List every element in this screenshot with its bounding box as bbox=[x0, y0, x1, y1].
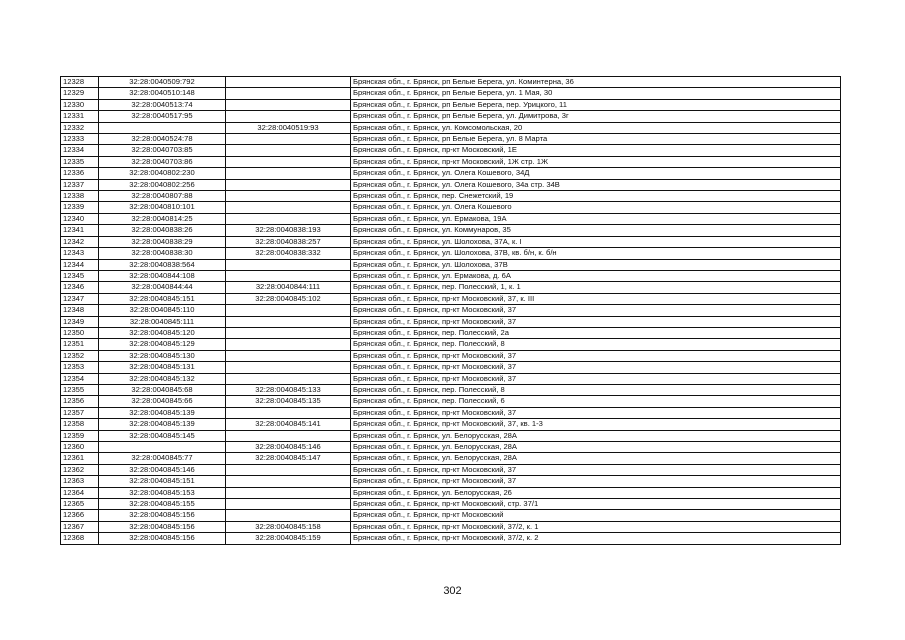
table-row bbox=[61, 88, 841, 99]
address-cell: Брянская обл., г. Брянск, пр-кт Московский, 37, кв. 1-3 bbox=[351, 419, 841, 430]
cadastral-number-cell: 32:28:0040814:25 bbox=[99, 213, 226, 224]
address-cell: Брянская обл., г. Брянск, пер. Полесский, 1, к. 1 bbox=[351, 282, 841, 293]
address-cell: Брянская обл., г. Брянск, пр-кт Московский, 37 bbox=[351, 407, 841, 418]
address-cell: Брянская обл., г. Брянск, пр-кт Московский, 1Ж стр. 1Ж bbox=[351, 156, 841, 167]
table-row bbox=[61, 179, 841, 190]
cadastral-number-cell: 32:28:0040845:156 bbox=[99, 521, 226, 532]
address-cell: Брянская обл., г. Брянск, пр-кт Московский, 37 bbox=[351, 305, 841, 316]
cadastral-number-cell: 32:28:0040807:88 bbox=[99, 191, 226, 202]
address-cell: Брянская обл., г. Брянск, ул. Белорусская, 28А bbox=[351, 453, 841, 464]
parent-cadastral-number-cell bbox=[226, 99, 351, 110]
table-row bbox=[61, 156, 841, 167]
row-number-cell: 12344 bbox=[61, 259, 99, 270]
row-number-cell: 12362 bbox=[61, 464, 99, 475]
row-number-cell: 12358 bbox=[61, 419, 99, 430]
row-number-cell: 12367 bbox=[61, 521, 99, 532]
row-number-cell: 12346 bbox=[61, 282, 99, 293]
row-number-cell: 12343 bbox=[61, 248, 99, 259]
table-row bbox=[61, 442, 841, 453]
address-cell: Брянская обл., г. Брянск, ул. Комсомольская, 20 bbox=[351, 122, 841, 133]
row-number-cell: 12351 bbox=[61, 339, 99, 350]
parent-cadastral-number-cell bbox=[226, 510, 351, 521]
address-cell: Брянская обл., г. Брянск, пр-кт Московский, 37/2, к. 1 bbox=[351, 521, 841, 532]
table-row bbox=[61, 305, 841, 316]
row-number-cell: 12340 bbox=[61, 213, 99, 224]
cadastral-number-cell: 32:28:0040845:151 bbox=[99, 476, 226, 487]
parent-cadastral-number-cell bbox=[226, 145, 351, 156]
cadastral-number-cell: 32:28:0040510:148 bbox=[99, 88, 226, 99]
address-cell: Брянская обл., г. Брянск, пр-кт Московский, 37 bbox=[351, 362, 841, 373]
parent-cadastral-number-cell bbox=[226, 362, 351, 373]
address-cell: Брянская обл., г. Брянск, пер. Полесский, 8 bbox=[351, 384, 841, 395]
cadastral-number-cell: 32:28:0040845:139 bbox=[99, 419, 226, 430]
parent-cadastral-number-cell bbox=[226, 373, 351, 384]
row-number-cell: 12349 bbox=[61, 316, 99, 327]
row-number-cell: 12336 bbox=[61, 168, 99, 179]
address-cell: Брянская обл., г. Брянск, пр-кт Московский, 37 bbox=[351, 476, 841, 487]
parent-cadastral-number-cell bbox=[226, 202, 351, 213]
cadastral-number-cell: 32:28:0040509:792 bbox=[99, 77, 226, 88]
address-cell: Брянская обл., г. Брянск, ул. Шолохова, 37А, к. I bbox=[351, 236, 841, 247]
cadastral-number-cell: 32:28:0040845:153 bbox=[99, 487, 226, 498]
cadastral-number-cell: 32:28:0040845:131 bbox=[99, 362, 226, 373]
row-number-cell: 12331 bbox=[61, 111, 99, 122]
address-cell: Брянская обл., г. Брянск, рп Белые Берега, ул. 1 Мая, 30 bbox=[351, 88, 841, 99]
row-number-cell: 12347 bbox=[61, 293, 99, 304]
address-cell: Брянская обл., г. Брянск, пер. Снежетский, 19 bbox=[351, 191, 841, 202]
address-cell: Брянская обл., г. Брянск, ул. Шолохова, 37В, кв. б/н, к. б/н bbox=[351, 248, 841, 259]
table-row bbox=[61, 362, 841, 373]
parent-cadastral-number-cell bbox=[226, 487, 351, 498]
cadastral-number-cell bbox=[99, 442, 226, 453]
cadastral-number-cell: 32:28:0040802:256 bbox=[99, 179, 226, 190]
parent-cadastral-number-cell bbox=[226, 305, 351, 316]
cadastral-number-cell: 32:28:0040845:129 bbox=[99, 339, 226, 350]
parent-cadastral-number-cell bbox=[226, 134, 351, 145]
registry-table-body bbox=[61, 77, 841, 545]
table-row bbox=[61, 145, 841, 156]
address-cell: Брянская обл., г. Брянск, рп Белые Берега, ул. 8 Марта bbox=[351, 134, 841, 145]
row-number-cell: 12350 bbox=[61, 327, 99, 338]
table-row bbox=[61, 533, 841, 544]
parent-cadastral-number-cell bbox=[226, 259, 351, 270]
address-cell: Брянская обл., г. Брянск, ул. Шолохова, 37В bbox=[351, 259, 841, 270]
parent-cadastral-number-cell bbox=[226, 179, 351, 190]
parent-cadastral-number-cell: 32:28:0040838:193 bbox=[226, 225, 351, 236]
cadastral-number-cell: 32:28:0040844:44 bbox=[99, 282, 226, 293]
parent-cadastral-number-cell bbox=[226, 464, 351, 475]
cadastral-number-cell: 32:28:0040845:66 bbox=[99, 396, 226, 407]
row-number-cell: 12328 bbox=[61, 77, 99, 88]
table-row bbox=[61, 134, 841, 145]
address-cell: Брянская обл., г. Брянск, пр-кт Московский, стр. 37/1 bbox=[351, 499, 841, 510]
cadastral-number-cell: 32:28:0040513:74 bbox=[99, 99, 226, 110]
address-cell: Брянская обл., г. Брянск, ул. Ермакова, 19А bbox=[351, 213, 841, 224]
address-cell: Брянская обл., г. Брянск, пер. Полесский, 2а bbox=[351, 327, 841, 338]
page-number: 302 bbox=[443, 585, 462, 597]
cadastral-number-cell: 32:28:0040845:155 bbox=[99, 499, 226, 510]
parent-cadastral-number-cell: 32:28:0040519:93 bbox=[226, 122, 351, 133]
row-number-cell: 12363 bbox=[61, 476, 99, 487]
parent-cadastral-number-cell: 32:28:0040845:158 bbox=[226, 521, 351, 532]
address-cell: Брянская обл., г. Брянск, ул. Олега Кошевого bbox=[351, 202, 841, 213]
table-row bbox=[61, 464, 841, 475]
address-cell: Брянская обл., г. Брянск, ул. Олега Кошевого, 34а стр. 34В bbox=[351, 179, 841, 190]
row-number-cell: 12357 bbox=[61, 407, 99, 418]
cadastral-number-cell: 32:28:0040802:230 bbox=[99, 168, 226, 179]
parent-cadastral-number-cell bbox=[226, 339, 351, 350]
cadastral-number-cell: 32:28:0040845:110 bbox=[99, 305, 226, 316]
parent-cadastral-number-cell: 32:28:0040845:133 bbox=[226, 384, 351, 395]
parent-cadastral-number-cell bbox=[226, 88, 351, 99]
table-row bbox=[61, 99, 841, 110]
table-row bbox=[61, 521, 841, 532]
row-number-cell: 12360 bbox=[61, 442, 99, 453]
address-cell: Брянская обл., г. Брянск, ул. Белорусская, 26 bbox=[351, 487, 841, 498]
parent-cadastral-number-cell bbox=[226, 191, 351, 202]
cadastral-number-cell: 32:28:0040845:132 bbox=[99, 373, 226, 384]
row-number-cell: 12361 bbox=[61, 453, 99, 464]
row-number-cell: 12355 bbox=[61, 384, 99, 395]
cadastral-number-cell: 32:28:0040845:146 bbox=[99, 464, 226, 475]
table-row bbox=[61, 339, 841, 350]
cadastral-number-cell: 32:28:0040845:120 bbox=[99, 327, 226, 338]
cadastral-number-cell: 32:28:0040845:156 bbox=[99, 510, 226, 521]
cadastral-number-cell: 32:28:0040844:108 bbox=[99, 270, 226, 281]
parent-cadastral-number-cell: 32:28:0040838:257 bbox=[226, 236, 351, 247]
address-cell: Брянская обл., г. Брянск, пр-кт Московский, 37 bbox=[351, 373, 841, 384]
parent-cadastral-number-cell: 32:28:0040845:135 bbox=[226, 396, 351, 407]
address-cell: Брянская обл., г. Брянск, пр-кт Московский, 37/2, к. 2 bbox=[351, 533, 841, 544]
table-row bbox=[61, 419, 841, 430]
parent-cadastral-number-cell bbox=[226, 316, 351, 327]
address-cell: Брянская обл., г. Брянск, ул. Белорусская, 28А bbox=[351, 430, 841, 441]
row-number-cell: 12366 bbox=[61, 510, 99, 521]
cadastral-number-cell: 32:28:0040845:77 bbox=[99, 453, 226, 464]
row-number-cell: 12337 bbox=[61, 179, 99, 190]
table-row bbox=[61, 350, 841, 361]
table-row bbox=[61, 373, 841, 384]
address-cell: Брянская обл., г. Брянск, пр-кт Московский, 37 bbox=[351, 350, 841, 361]
parent-cadastral-number-cell bbox=[226, 327, 351, 338]
cadastral-number-cell: 32:28:0040845:130 bbox=[99, 350, 226, 361]
parent-cadastral-number-cell: 32:28:0040845:102 bbox=[226, 293, 351, 304]
address-cell: Брянская обл., г. Брянск, ул. Коммунаров, 35 bbox=[351, 225, 841, 236]
parent-cadastral-number-cell: 32:28:0040838:332 bbox=[226, 248, 351, 259]
parent-cadastral-number-cell bbox=[226, 476, 351, 487]
cadastral-number-cell: 32:28:0040845:156 bbox=[99, 533, 226, 544]
row-number-cell: 12354 bbox=[61, 373, 99, 384]
table-row bbox=[61, 396, 841, 407]
row-number-cell: 12329 bbox=[61, 88, 99, 99]
parent-cadastral-number-cell: 32:28:0040845:147 bbox=[226, 453, 351, 464]
row-number-cell: 12352 bbox=[61, 350, 99, 361]
table-row bbox=[61, 282, 841, 293]
table-row bbox=[61, 316, 841, 327]
table-row bbox=[61, 259, 841, 270]
address-cell: Брянская обл., г. Брянск, пр-кт Московский, 37, к. III bbox=[351, 293, 841, 304]
cadastral-number-cell: 32:28:0040524:78 bbox=[99, 134, 226, 145]
row-number-cell: 12359 bbox=[61, 430, 99, 441]
row-number-cell: 12330 bbox=[61, 99, 99, 110]
cadastral-number-cell: 32:28:0040703:85 bbox=[99, 145, 226, 156]
table-row bbox=[61, 122, 841, 133]
parent-cadastral-number-cell bbox=[226, 168, 351, 179]
cadastral-number-cell: 32:28:0040517:95 bbox=[99, 111, 226, 122]
table-row bbox=[61, 487, 841, 498]
address-cell: Брянская обл., г. Брянск, рп Белые Берега, ул. Димитрова, 3г bbox=[351, 111, 841, 122]
row-number-cell: 12365 bbox=[61, 499, 99, 510]
table-row bbox=[61, 293, 841, 304]
parent-cadastral-number-cell bbox=[226, 77, 351, 88]
parent-cadastral-number-cell bbox=[226, 350, 351, 361]
cadastral-number-cell: 32:28:0040838:564 bbox=[99, 259, 226, 270]
table-row bbox=[61, 202, 841, 213]
cadastral-number-cell: 32:28:0040845:151 bbox=[99, 293, 226, 304]
row-number-cell: 12342 bbox=[61, 236, 99, 247]
parent-cadastral-number-cell bbox=[226, 407, 351, 418]
cadastral-number-cell: 32:28:0040703:86 bbox=[99, 156, 226, 167]
parent-cadastral-number-cell bbox=[226, 430, 351, 441]
table-row bbox=[61, 499, 841, 510]
table-row bbox=[61, 225, 841, 236]
row-number-cell: 12332 bbox=[61, 122, 99, 133]
table-row bbox=[61, 384, 841, 395]
parent-cadastral-number-cell bbox=[226, 156, 351, 167]
row-number-cell: 12348 bbox=[61, 305, 99, 316]
table-row bbox=[61, 270, 841, 281]
table-row bbox=[61, 430, 841, 441]
parent-cadastral-number-cell: 32:28:0040844:111 bbox=[226, 282, 351, 293]
row-number-cell: 12335 bbox=[61, 156, 99, 167]
table-row bbox=[61, 248, 841, 259]
parent-cadastral-number-cell: 32:28:0040845:146 bbox=[226, 442, 351, 453]
table-row bbox=[61, 77, 841, 88]
row-number-cell: 12333 bbox=[61, 134, 99, 145]
address-cell: Брянская обл., г. Брянск, пр-кт Московский bbox=[351, 510, 841, 521]
parent-cadastral-number-cell: 32:28:0040845:141 bbox=[226, 419, 351, 430]
table-row bbox=[61, 453, 841, 464]
address-cell: Брянская обл., г. Брянск, рп Белые Берега, пер. Урицкого, 11 bbox=[351, 99, 841, 110]
row-number-cell: 12334 bbox=[61, 145, 99, 156]
table-row bbox=[61, 510, 841, 521]
row-number-cell: 12353 bbox=[61, 362, 99, 373]
table-row bbox=[61, 236, 841, 247]
cadastral-number-cell: 32:28:0040838:30 bbox=[99, 248, 226, 259]
table-row bbox=[61, 476, 841, 487]
row-number-cell: 12368 bbox=[61, 533, 99, 544]
cadastral-number-cell: 32:28:0040845:111 bbox=[99, 316, 226, 327]
table-row bbox=[61, 213, 841, 224]
parent-cadastral-number-cell bbox=[226, 213, 351, 224]
cadastral-number-cell: 32:28:0040845:145 bbox=[99, 430, 226, 441]
parent-cadastral-number-cell bbox=[226, 499, 351, 510]
row-number-cell: 12339 bbox=[61, 202, 99, 213]
address-cell: Брянская обл., г. Брянск, пр-кт Московский, 1Е bbox=[351, 145, 841, 156]
parent-cadastral-number-cell bbox=[226, 270, 351, 281]
row-number-cell: 12345 bbox=[61, 270, 99, 281]
registry-table bbox=[60, 76, 841, 545]
parent-cadastral-number-cell: 32:28:0040845:159 bbox=[226, 533, 351, 544]
address-cell: Брянская обл., г. Брянск, пр-кт Московский, 37 bbox=[351, 316, 841, 327]
parent-cadastral-number-cell bbox=[226, 111, 351, 122]
address-cell: Брянская обл., г. Брянск, рп Белые Берега, ул. Коминтерна, 36 bbox=[351, 77, 841, 88]
table-row bbox=[61, 168, 841, 179]
cadastral-number-cell: 32:28:0040845:139 bbox=[99, 407, 226, 418]
row-number-cell: 12341 bbox=[61, 225, 99, 236]
table-row bbox=[61, 327, 841, 338]
row-number-cell: 12364 bbox=[61, 487, 99, 498]
row-number-cell: 12338 bbox=[61, 191, 99, 202]
row-number-cell: 12356 bbox=[61, 396, 99, 407]
cadastral-number-cell bbox=[99, 122, 226, 133]
address-cell: Брянская обл., г. Брянск, пер. Полесский, 8 bbox=[351, 339, 841, 350]
table-row bbox=[61, 191, 841, 202]
cadastral-number-cell: 32:28:0040810:101 bbox=[99, 202, 226, 213]
cadastral-number-cell: 32:28:0040838:26 bbox=[99, 225, 226, 236]
address-cell: Брянская обл., г. Брянск, пр-кт Московский, 37 bbox=[351, 464, 841, 475]
address-cell: Брянская обл., г. Брянск, пер. Полесский, 6 bbox=[351, 396, 841, 407]
address-cell: Брянская обл., г. Брянск, ул. Ермакова, д. 6А bbox=[351, 270, 841, 281]
cadastral-number-cell: 32:28:0040838:29 bbox=[99, 236, 226, 247]
table-row bbox=[61, 407, 841, 418]
address-cell: Брянская обл., г. Брянск, ул. Олега Кошевого, 34Д bbox=[351, 168, 841, 179]
table-row bbox=[61, 111, 841, 122]
address-cell: Брянская обл., г. Брянск, ул. Белорусская, 28А bbox=[351, 442, 841, 453]
cadastral-number-cell: 32:28:0040845:68 bbox=[99, 384, 226, 395]
